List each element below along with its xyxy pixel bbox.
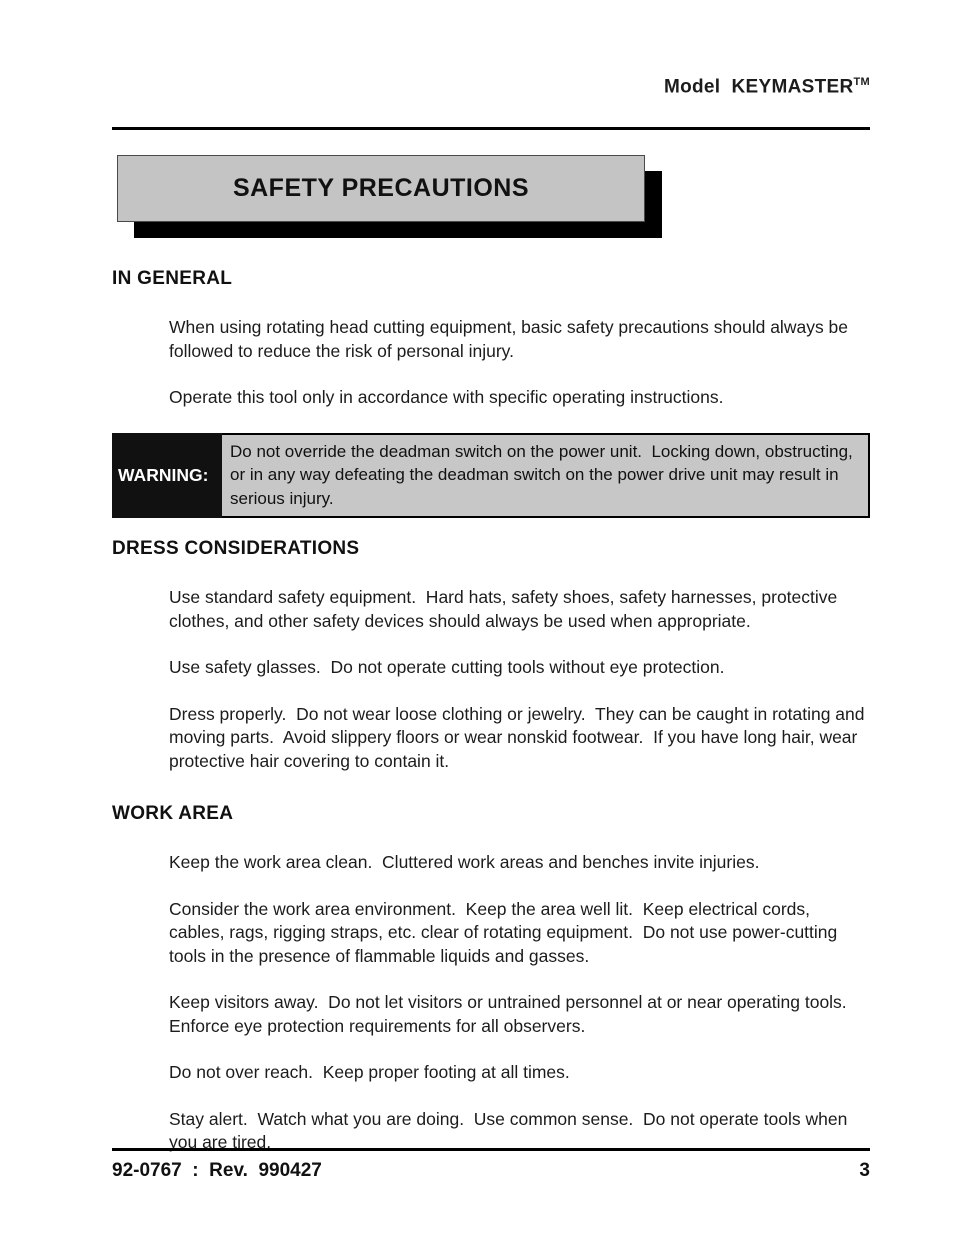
page-title: SAFETY PRECAUTIONS (232, 174, 530, 203)
document-reference: 92-0767 : Rev. 990427 (112, 1160, 322, 1181)
paragraph: Stay alert. Watch what you are doing. Use common sense. Do not operate tools when you are tired. (169, 1108, 853, 1153)
page-footer (112, 1148, 870, 1182)
paragraph: Keep visitors away. Do not let visitors or untrained personnel at or near operating tools. Enforce eye protection requirements for all observers. (169, 992, 857, 1036)
paragraph: Do not over reach. Keep proper footing at all times. (169, 1062, 570, 1083)
paragraph: Keep the work area clean. Cluttered work areas and benches invite injuries. (169, 852, 760, 873)
trademark-superscript: TM (853, 76, 870, 88)
paragraph: Operate this tool only in accordance with specific operating instructions. (169, 387, 724, 408)
paragraph: When using rotating head cutting equipment, basic safety precautions should always be followed to reduce the risk of personal injury. (169, 317, 853, 361)
paragraph: Consider the work area environment. Keep the area well lit. Keep electrical cords, cables, rags, rigging straps, etc. clear of rotating equipment. Do not use power-cutting tools in the presence of flammable liquids and gasses. (169, 898, 843, 966)
page-content (112, 0, 870, 1178)
model-name: Model KEYMASTER (663, 76, 854, 98)
section-heading-work-area: WORK AREA (112, 803, 234, 825)
title-banner-wrap (117, 155, 645, 222)
warning-box (112, 433, 870, 519)
document-header (112, 0, 870, 120)
paragraph: Use safety glasses. Do not operate cutting tools without eye protection. (169, 657, 725, 678)
paragraph: Use standard safety equipment. Hard hats, safety shoes, safety harnesses, protective clothes, and other safety devices should always be used when appropriate. (169, 587, 843, 631)
section-heading-in-general: IN GENERAL (112, 268, 233, 290)
warning-text: Do not override the deadman switch on the power unit. Locking down, obstructing, or in any way defeating the deadman switch on the power drive unit may result in serious injury. (222, 433, 870, 519)
section-heading-dress-considerations: DRESS CONSIDERATIONS (112, 538, 360, 560)
warning-label (112, 433, 222, 519)
warning-label-text: WARNING: (118, 465, 209, 486)
paragraph: Dress properly. Do not wear loose clothing or jewelry. They can be caught in rotating and moving parts. Avoid slippery floors or wear nonskid footwear. If you have long hair, wear protective hair covering to contain it. (169, 703, 870, 771)
header-rule (112, 127, 870, 130)
page-number: 3 (859, 1160, 870, 1181)
title-banner (117, 155, 645, 222)
